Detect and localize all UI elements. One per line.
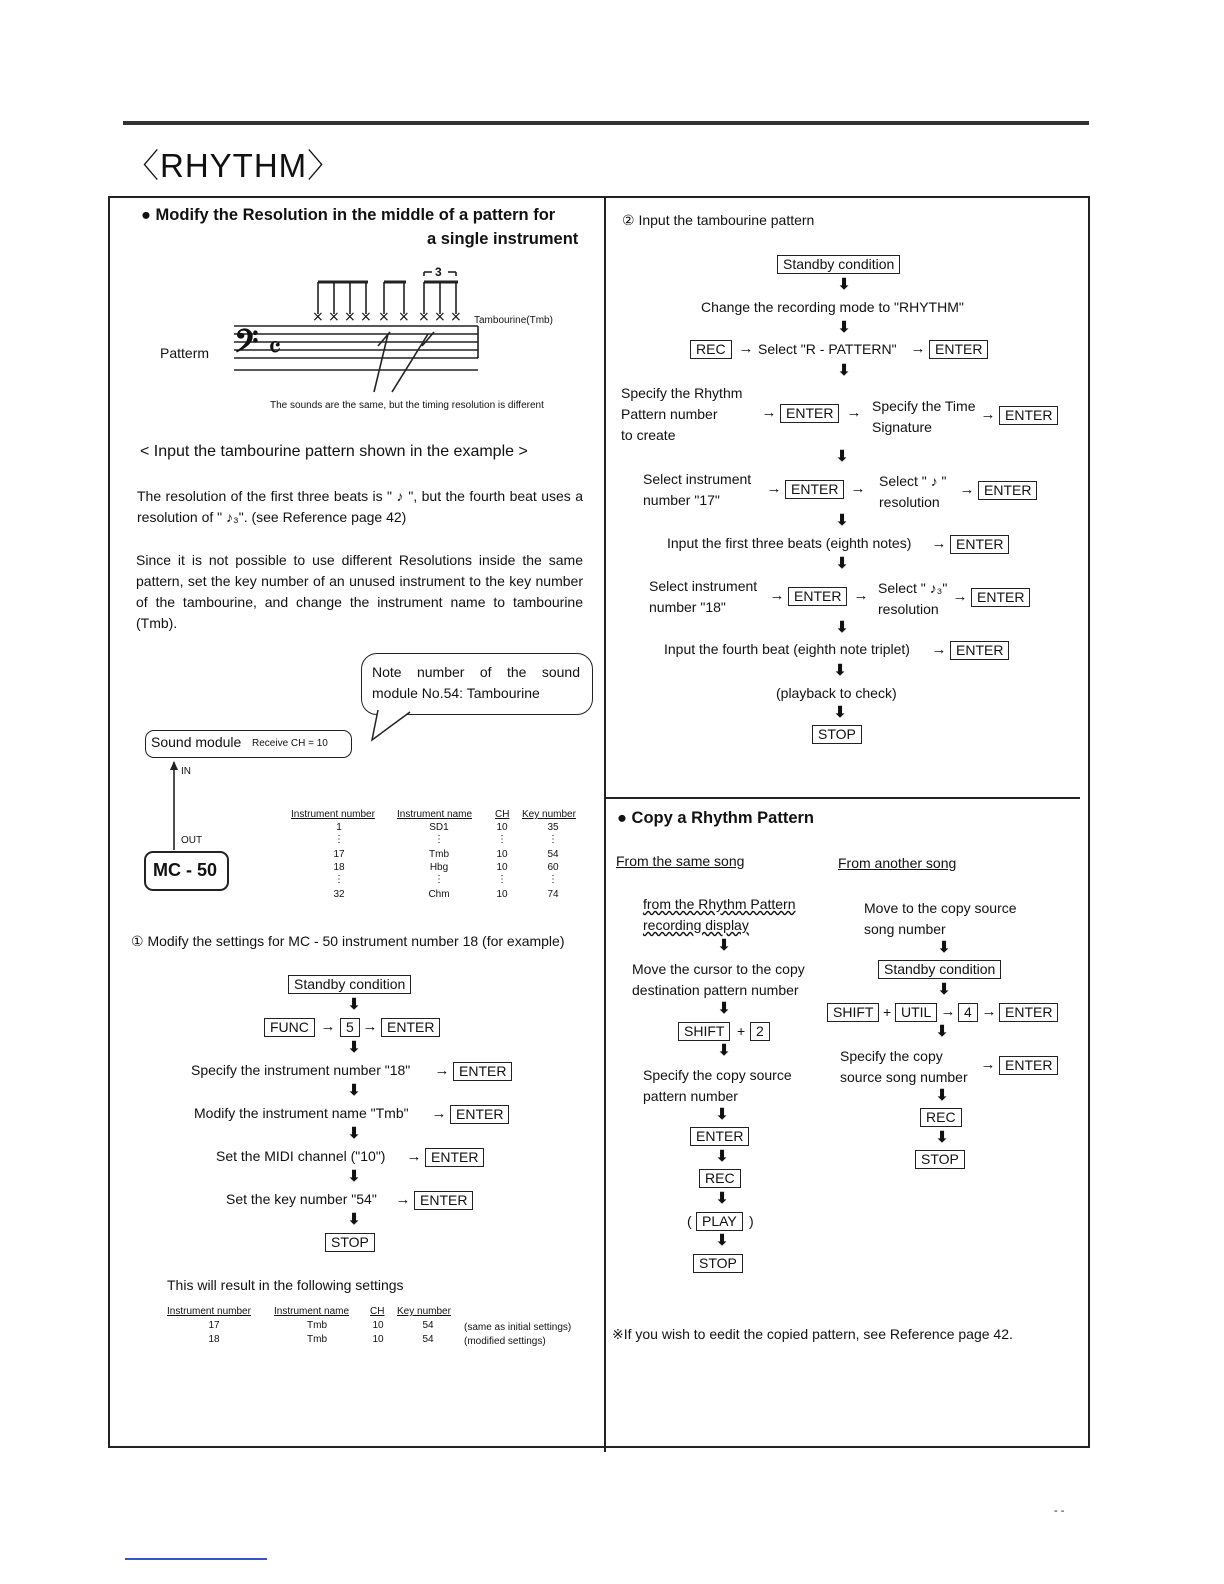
arrow-right-icon: → <box>959 481 975 498</box>
enter-key[interactable]: ENTER <box>690 1127 749 1146</box>
t1-r0-c1: SD1 <box>429 822 449 833</box>
notation-figure <box>228 262 578 402</box>
sound-module-label: Sound module <box>151 734 242 750</box>
enter-key[interactable]: ENTER <box>999 1003 1058 1022</box>
select-inst18-line1: Select instrument <box>649 578 758 594</box>
triplet-number: 3 <box>435 265 442 279</box>
spec-rhythm-text <box>621 383 742 446</box>
func-key[interactable]: FUNC <box>264 1018 315 1037</box>
move-cursor-line2: destination pattern number <box>632 982 799 998</box>
select-inst17-line1: Select instrument <box>643 471 752 487</box>
select-inst17-text <box>643 469 751 511</box>
arrow-right-icon: → <box>766 480 782 497</box>
bubble-text-line1: Note number of the sound <box>372 664 580 680</box>
t2-r1-c3: 54 <box>422 1334 434 1345</box>
t1-header-inst-name: Instrument name <box>397 809 473 820</box>
spec-song-text <box>840 1046 968 1088</box>
enter-key[interactable]: ENTER <box>999 1056 1058 1075</box>
t1-r2-c3: 54 <box>547 849 559 860</box>
svg-text:𝄴: 𝄴 <box>268 331 282 366</box>
arrow-down-icon: ⬇ <box>717 937 731 954</box>
copy-heading: ● Copy a Rhythm Pattern <box>617 809 814 827</box>
arrow-down-icon: ⬇ <box>347 1125 361 1142</box>
arrow-right-icon: → <box>980 1056 996 1073</box>
arrow-right-icon: → <box>395 1191 411 1208</box>
t1-r3-c3: 60 <box>547 862 559 873</box>
select-res2-line2: resolution <box>878 601 939 617</box>
t1-header-inst-num: Instrument number <box>291 809 375 820</box>
top-rule <box>123 121 1089 125</box>
page-mark: - - <box>1054 1505 1065 1517</box>
svg-text:×: × <box>450 309 462 325</box>
enter-key[interactable]: ENTER <box>414 1191 473 1210</box>
svg-text:×: × <box>360 309 372 325</box>
shift-key[interactable]: SHIFT <box>678 1022 730 1041</box>
t1-r3-c0: 18 <box>333 862 345 873</box>
t1-r4-c3: ⋮ <box>548 874 558 885</box>
receive-channel: Receive CH = 10 <box>252 738 328 749</box>
enter-key[interactable]: ENTER <box>999 406 1058 425</box>
move-src-text <box>864 898 1017 940</box>
t2-r1-note: (modified settings) <box>464 1336 546 1347</box>
playback-text: (playback to check) <box>776 685 897 701</box>
left-heading-line1: ● Modify the Resolution in the middle of a pattern for <box>141 206 556 224</box>
shift-key[interactable]: SHIFT <box>827 1003 879 1022</box>
mc50-label: MC - 50 <box>153 860 218 880</box>
arrow-down-icon: ⬇ <box>837 319 851 336</box>
t1-header-ch: CH <box>495 809 510 820</box>
t2-r0-c2: 10 <box>372 1320 384 1331</box>
enter-key[interactable]: ENTER <box>453 1062 512 1081</box>
paragraph-explanation: Since it is not possible to use different Resolutions inside the same pattern, set the key number of an unused instrument to the key number of the tambourine, and change the instrument name to tambourine (Tmb). <box>136 552 583 631</box>
step1-text: ① Modify the settings for MC - 50 instrument number 18 (for example) <box>131 933 565 949</box>
t2-r0-note: (same as initial settings) <box>464 1322 572 1333</box>
standby-key[interactable]: Standby condition <box>777 255 900 274</box>
from-rp-line2: recording display <box>643 917 749 933</box>
footnote: ※If you wish to eedit the copied pattern, see Reference page 42. <box>612 1326 1013 1342</box>
t1-r5-c3: 74 <box>547 889 559 900</box>
spec-time-text <box>872 396 976 438</box>
left-heading-line2: a single instrument <box>427 230 579 248</box>
standby-key[interactable]: Standby condition <box>878 960 1001 979</box>
input-fourth-text: Input the fourth beat (eighth note triplet) <box>664 641 910 657</box>
t1-r4-c0: ⋮ <box>334 874 344 885</box>
arrow-right-icon: → <box>910 340 926 357</box>
t1-r5-c0: 32 <box>333 889 345 900</box>
enter-key[interactable]: ENTER <box>450 1105 509 1124</box>
from-rp-line1: from the Rhythm Pattern <box>643 896 796 912</box>
spec-rhythm-line2: Pattern number <box>621 406 718 422</box>
bubble-tail <box>368 708 418 742</box>
arrow-right-icon: → <box>940 1003 956 1020</box>
t1-r1-c0: ⋮ <box>334 834 344 845</box>
t2-r0-c0: 17 <box>208 1320 220 1331</box>
bottom-accent-line <box>125 1558 267 1560</box>
t2-r1-c2: 10 <box>372 1334 384 1345</box>
t2-header-ch: CH <box>370 1306 385 1317</box>
enter-key[interactable]: ENTER <box>785 480 844 499</box>
t1-r2-c2: 10 <box>496 849 508 860</box>
arrow-down-icon: ⬇ <box>347 1039 361 1056</box>
spec-song-line1: Specify the copy <box>840 1048 943 1064</box>
spec-src-text <box>643 1065 792 1107</box>
arrow-down-icon: ⬇ <box>715 1190 729 1207</box>
paragraph-resolution: The resolution of the first three beats is " ♪ ", but the fourth beat uses a resolution of " ♪₃". (see Reference page 42) <box>137 488 583 525</box>
arrow-down-icon: ⬇ <box>835 555 849 572</box>
arrow-right-icon: → <box>846 404 862 421</box>
arrow-down-icon: ⬇ <box>835 512 849 529</box>
step2-text: ② Input the tambourine pattern <box>622 212 815 228</box>
t1-r0-c2: 10 <box>496 822 508 833</box>
arrow-down-icon: ⬇ <box>833 662 847 679</box>
plus-sign: + <box>737 1023 746 1039</box>
enter-key[interactable]: ENTER <box>950 535 1009 554</box>
select-res2-line1: Select " ♪₃" <box>878 580 948 596</box>
set-key-text: Set the key number "54" <box>226 1191 377 1207</box>
svg-text:𝄢: 𝄢 <box>234 322 259 367</box>
plus-sign: + <box>883 1004 892 1020</box>
standby-key[interactable]: Standby condition <box>288 975 411 994</box>
arrow-right-icon: → <box>738 340 754 357</box>
select-res1-line2: resolution <box>879 494 940 510</box>
five-key[interactable]: 5 <box>340 1018 360 1037</box>
spec-rhythm-line3: to create <box>621 427 676 443</box>
arrow-right-icon: → <box>850 480 866 497</box>
select-rpattern-text: Select "R - PATTERN" <box>758 341 897 357</box>
play-key[interactable]: PLAY <box>696 1212 743 1231</box>
out-label: OUT <box>181 835 203 846</box>
t1-r1-c3: ⋮ <box>548 834 558 845</box>
arrow-down-icon: ⬇ <box>835 448 849 465</box>
bubble-text-line2: module No.54: Tambourine <box>372 685 540 701</box>
same-song-heading: From the same song <box>616 853 745 869</box>
rec-key[interactable]: REC <box>920 1108 962 1127</box>
select-res1-text <box>879 471 947 513</box>
t1-r5-c2: 10 <box>496 889 508 900</box>
svg-text:×: × <box>398 309 410 325</box>
arrow-right-icon: → <box>931 535 947 552</box>
arrow-right-icon: → <box>320 1018 336 1035</box>
t1-r3-c1: Hbg <box>429 862 449 873</box>
in-label: IN <box>181 766 191 777</box>
arrow-right-icon: → <box>980 406 996 423</box>
result-intro: This will result in the following settings <box>167 1277 404 1293</box>
t2-header-key: Key number <box>397 1306 451 1317</box>
spec-src-line1: Specify the copy source <box>643 1067 792 1083</box>
svg-text:×: × <box>434 309 446 325</box>
move-cursor-text <box>632 959 805 1001</box>
input-heading: < Input the tambourine pattern shown in the example > <box>140 443 528 460</box>
move-src-line2: song number <box>864 921 946 937</box>
arrow-right-icon: → <box>431 1105 447 1122</box>
select-inst18-text <box>649 576 757 618</box>
svg-text:×: × <box>312 309 324 325</box>
input-first-text: Input the first three beats (eighth notes) <box>667 535 912 551</box>
rec-key[interactable]: REC <box>690 340 732 359</box>
arrow-down-icon: ⬇ <box>347 1168 361 1185</box>
four-key[interactable]: 4 <box>958 1003 978 1022</box>
t1-r5-c1: Chm <box>428 889 450 900</box>
t1-r4-c2: ⋮ <box>497 874 507 885</box>
spec-song-line2: source song number <box>840 1069 968 1085</box>
t1-r0-c0: 1 <box>336 822 342 833</box>
t1-r2-c1: Tmb <box>429 849 449 860</box>
enter-key[interactable]: ENTER <box>780 404 839 423</box>
select-res1-line1: Select " ♪ " <box>879 473 947 489</box>
arrow-down-icon: ⬇ <box>837 362 851 379</box>
arrow-right-icon: → <box>406 1148 422 1165</box>
t1-r1-c1: ⋮ <box>434 834 444 845</box>
modify-name-text: Modify the instrument name "Tmb" <box>194 1105 409 1121</box>
arrow-down-icon: ⬇ <box>835 619 849 636</box>
stop-key[interactable]: STOP <box>915 1150 965 1169</box>
arrow-right-icon: → <box>434 1062 450 1079</box>
page-title: 〈RHYTHM〉 <box>126 147 342 184</box>
enter-key[interactable]: ENTER <box>978 481 1037 500</box>
arrow-down-icon: ⬇ <box>347 1082 361 1099</box>
select-inst17-line2: number "17" <box>643 492 720 508</box>
arrow-right-icon: → <box>952 588 968 605</box>
svg-text:×: × <box>344 309 356 325</box>
arrow-down-icon: ⬇ <box>347 1211 361 1228</box>
arrow-down-icon: ⬇ <box>715 1148 729 1165</box>
arrow-down-icon: ⬇ <box>937 939 951 956</box>
enter-key[interactable]: ENTER <box>950 641 1009 660</box>
select-res2-text <box>878 578 947 620</box>
move-src-line1: Move to the copy source <box>864 900 1017 916</box>
arrow-down-icon: ⬇ <box>717 1000 731 1017</box>
svg-text:×: × <box>328 309 340 325</box>
arrow-right-icon: → <box>981 1003 997 1020</box>
enter-key[interactable]: ENTER <box>929 340 988 359</box>
enter-key[interactable]: ENTER <box>381 1018 440 1037</box>
arrow-down-icon: ⬇ <box>715 1106 729 1123</box>
t2-r1-c1: Tmb <box>307 1334 327 1345</box>
rec-key[interactable]: REC <box>699 1169 741 1188</box>
arrow-down-icon: ⬇ <box>717 1042 731 1059</box>
arrow-down-icon: ⬇ <box>935 1023 949 1040</box>
arrow-down-icon: ⬇ <box>935 1129 949 1146</box>
spec-time-line2: Signature <box>872 419 932 435</box>
arrow-down-icon: ⬇ <box>937 981 951 998</box>
arrow-down-icon: ⬇ <box>837 276 851 293</box>
tambourine-label: Tambourine(Tmb) <box>474 315 553 326</box>
spec-instrument-text: Specify the instrument number "18" <box>191 1062 411 1078</box>
t2-r0-c1: Tmb <box>307 1320 327 1331</box>
two-key[interactable]: 2 <box>750 1022 770 1041</box>
t1-r0-c3: 35 <box>547 822 559 833</box>
t1-r4-c1: ⋮ <box>434 874 444 885</box>
arrow-down-icon: ⬇ <box>935 1087 949 1104</box>
another-song-heading: From another song <box>838 855 957 871</box>
change-mode-text: Change the recording mode to "RHYTHM" <box>701 299 964 315</box>
spec-src-line2: pattern number <box>643 1088 738 1104</box>
spec-rhythm-line1: Specify the Rhythm <box>621 385 743 401</box>
column-divider <box>604 196 606 1452</box>
t1-r1-c2: ⋮ <box>497 834 507 845</box>
stop-key[interactable]: STOP <box>693 1254 743 1273</box>
t2-r1-c0: 18 <box>208 1334 220 1345</box>
t1-r2-c0: 17 <box>333 849 345 860</box>
set-midi-text: Set the MIDI channel ("10") <box>216 1148 386 1164</box>
right-section-divider <box>606 797 1080 799</box>
arrow-right-icon: → <box>853 587 869 604</box>
move-cursor-line1: Move the cursor to the copy <box>632 961 805 977</box>
select-inst18-line2: number "18" <box>649 599 726 615</box>
t2-header-inst-num: Instrument number <box>167 1306 251 1317</box>
paren-close: ) <box>749 1213 754 1229</box>
enter-key[interactable]: ENTER <box>788 587 847 606</box>
enter-key[interactable]: ENTER <box>425 1148 484 1167</box>
t1-header-key: Key number <box>522 809 576 820</box>
util-key[interactable]: UTIL <box>895 1003 937 1022</box>
spec-time-line1: Specify the Time <box>872 398 976 414</box>
t1-r3-c2: 10 <box>496 862 508 873</box>
arrow-right-icon: → <box>769 587 785 604</box>
arrow-right-icon: → <box>362 1018 378 1035</box>
pattern-label: Patterm <box>160 345 210 361</box>
enter-key[interactable]: ENTER <box>971 588 1030 607</box>
stop-key[interactable]: STOP <box>812 725 862 744</box>
paren-open: ( <box>687 1213 692 1229</box>
sounds-note: The sounds are the same, but the timing resolution is different <box>270 400 544 411</box>
t2-header-inst-name: Instrument name <box>274 1306 350 1317</box>
arrow-right-icon: → <box>761 404 777 421</box>
arrow-right-icon: → <box>931 641 947 658</box>
arrow-down-icon: ⬇ <box>715 1232 729 1249</box>
stop-key[interactable]: STOP <box>325 1233 375 1252</box>
arrow-down-icon: ⬇ <box>347 996 361 1013</box>
arrow-down-icon: ⬇ <box>833 704 847 721</box>
note-bubble <box>361 653 593 715</box>
svg-text:×: × <box>418 309 430 325</box>
t2-r0-c3: 54 <box>422 1320 434 1331</box>
svg-text:×: × <box>378 309 390 325</box>
